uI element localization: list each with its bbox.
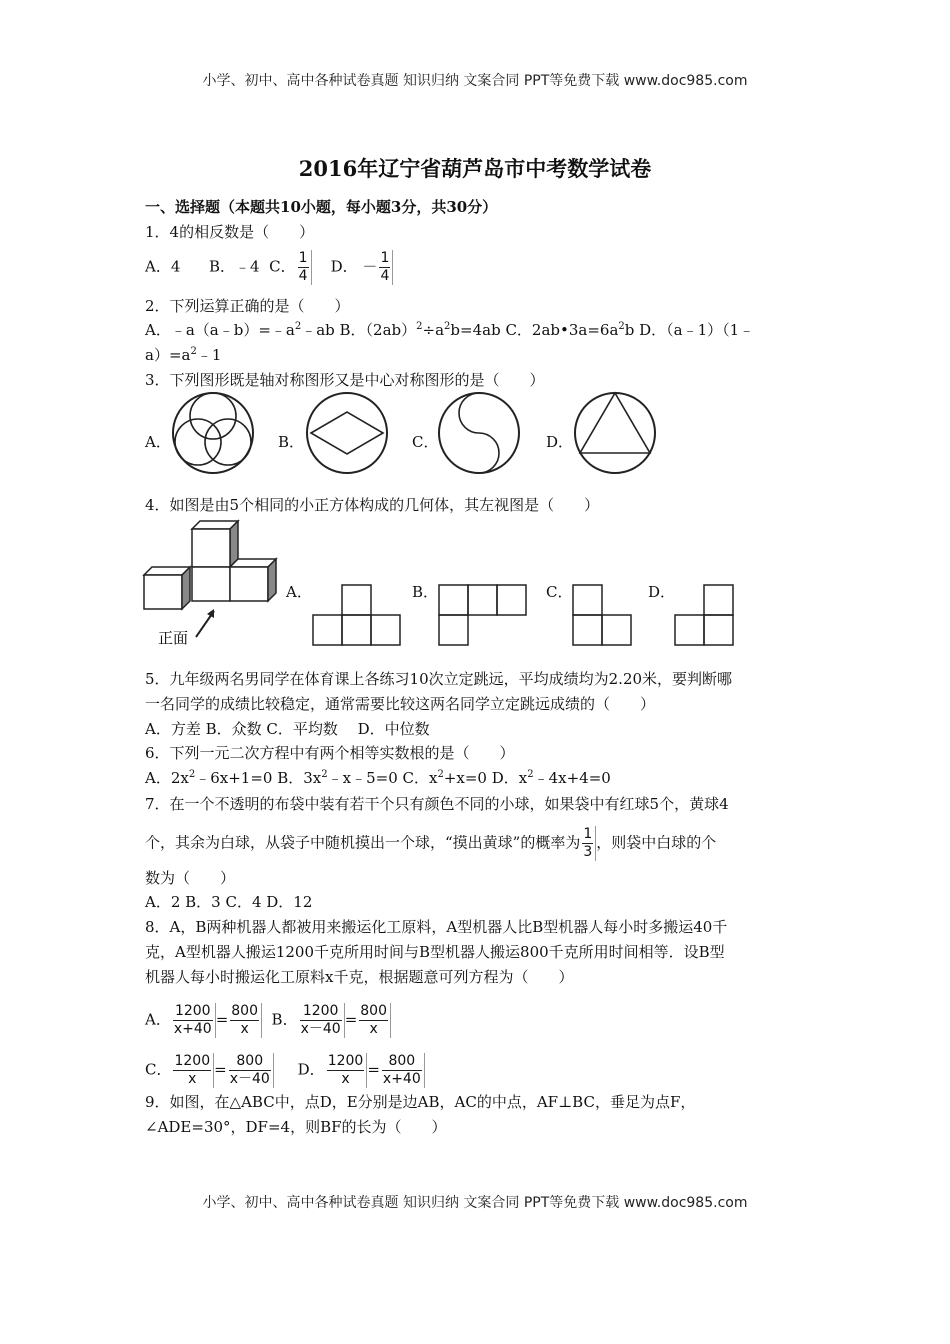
q4-figure-d	[674, 584, 736, 646]
q1-option-a: A．4	[145, 257, 181, 276]
q8-d-rhs: $\frac{800}{x+40}$	[380, 1053, 425, 1088]
q4-figure-b	[438, 584, 528, 646]
q8-b-rhs: $\frac{800}{x}$	[357, 1003, 391, 1038]
q8-a-lhs: $\frac{1200}{x+40}$	[171, 1003, 216, 1038]
q8-line2: 克，A型机器人搬运1200千克所用时间与B型机器人搬运800千克所用时间相等．设B型	[145, 943, 725, 961]
q3-stem: 3．下列图形既是轴对称图形又是中心对称图形的是（ ）	[145, 371, 545, 389]
section-heading: 一、选择题（本题共10小题，每小题3分，共30分）	[145, 198, 498, 216]
q3-figure-b	[304, 390, 390, 476]
q7-options: A．2 B．3 C．4 D．12	[145, 893, 313, 911]
q5-line2: 一名同学的成绩比较稳定，通常需要比较这两名同学立定跳远成绩的（ ）	[145, 695, 656, 713]
q8-c-rhs: $\frac{800}{x-40}$	[227, 1053, 274, 1088]
q3-option-b: B．	[278, 433, 305, 451]
q9-line1: 9．如图，在△ABC中，点D，E分别是边AB，AC的中点，AF⊥BC，垂足为点F，	[145, 1093, 696, 1111]
q4-stem: 4．如图是由5个相同的小正方体构成的几何体，其左视图是（ ）	[145, 496, 600, 514]
q2-stem: 2．下列运算正确的是（ ）	[145, 297, 350, 315]
q6-options: A．$2x^2﹣6x+1=0$ B．$3x^2﹣x﹣5=0$ C．$x^2+x=0$ D．$x^2﹣4x+4=0$	[145, 769, 611, 787]
q3-figure-d	[572, 390, 658, 476]
q8-a-rhs: $\frac{800}{x}$	[228, 1003, 262, 1038]
q3-option-c: C．	[412, 433, 439, 451]
q8-d-lhs: $\frac{1200}{x}$	[325, 1053, 368, 1088]
q1-d-sign: －	[362, 257, 378, 276]
q2-options-line1: A．$﹣a(a﹣b)=﹣a^2﹣ab$ B．$(2ab)^2\div a^2b=4ab$ C．$2ab•3a=6a^2b$ D．（a﹣1）（1﹣	[145, 321, 755, 339]
q3-figure-a	[170, 390, 256, 476]
q1-c-fraction: $\frac{1}{4}$	[296, 250, 312, 285]
q8-c-lhs: $\frac{1200}{x}$	[171, 1053, 214, 1088]
q5-options: A．方差 B．众数 C．平均数 D．中位数	[145, 720, 430, 738]
q8-line3: 机器人每小时搬运化工原料x千克，根据题意可列方程为（ ）	[145, 968, 574, 986]
q8-options-ab: A． $\frac{1200}{x+40}$ = $\frac{800}{x}$ B． $\frac{1200}{x-40}$ = $\frac{800}{x}$	[145, 1003, 391, 1038]
q8-b-lhs: $\frac{1200}{x-40}$	[298, 1003, 345, 1038]
q4-figure-c	[572, 584, 634, 646]
q8-option-d: D．	[297, 1060, 325, 1079]
q1-option-d: D．	[330, 257, 358, 276]
q4-solid-figure	[140, 515, 280, 650]
q1-stem: 1．4的相反数是（ ）	[145, 223, 315, 241]
q8-line1: 8．A，B两种机器人都被用来搬运化工原料，A型机器人比B型机器人每小时多搬运40千	[145, 918, 728, 936]
q7-line2: 个，其余为白球，从袋子中随机摸出一个球，“摸出黄球”的概率为 $\frac{1}{3}$ ，则袋中白球的个	[145, 826, 717, 860]
q8-option-c: C．	[145, 1060, 172, 1079]
page-title: 2016年辽宁省葫芦岛市中考数学试卷	[298, 156, 652, 181]
q8-option-a: A．	[145, 1010, 171, 1029]
q8-options-cd: C． $\frac{1200}{x}$ = $\frac{800}{x-40}$ D． $\frac{1200}{x}$ = $\frac{800}{x+40}$	[145, 1053, 425, 1088]
q4-figure-a	[312, 584, 402, 646]
q3-figure-c	[436, 390, 522, 476]
q2-options-line2: $a)=a^2﹣1$	[145, 346, 222, 364]
q9-line2: ∠ADE=30°，DF=4，则BF的长为（ ）	[145, 1118, 447, 1136]
q4-front-label: 正面	[158, 629, 189, 647]
q4-option-a: A．	[286, 583, 312, 601]
q8-option-b: B．	[271, 1010, 298, 1029]
q1-d-fraction: $\frac{1}{4}$	[377, 250, 393, 285]
q6-stem: 6．下列一元二次方程中有两个相等实数根的是（ ）	[145, 744, 515, 762]
page-footer: 小学、初中、高中各种试卷真题 知识归纳 文案合同 PPT等免费下载 www.doc985.com	[202, 1195, 748, 1211]
q3-option-d: D．	[546, 433, 574, 451]
page-header: 小学、初中、高中各种试卷真题 知识归纳 文案合同 PPT等免费下载 www.doc985.com	[202, 73, 748, 89]
q3-option-a: A．	[145, 433, 171, 451]
q7-fraction: $\frac{1}{3}$	[580, 826, 596, 861]
q1-option-b: B．﹣4	[209, 257, 260, 276]
q4-option-b: B．	[412, 583, 439, 601]
q1-option-c: C．	[269, 257, 296, 276]
q4-option-c: C．	[546, 583, 573, 601]
q5-line1: 5．九年级两名男同学在体育课上各练习10次立定跳远，平均成绩均为2.20米，要判断哪	[145, 670, 733, 688]
q7-line1: 7．在一个不透明的布袋中装有若干个只有颜色不同的小球，如果袋中有红球5个，黄球4	[145, 795, 729, 813]
q7-line3: 数为（ ）	[145, 869, 236, 887]
q1-options	[145, 250, 393, 285]
q4-option-d: D．	[648, 583, 676, 601]
